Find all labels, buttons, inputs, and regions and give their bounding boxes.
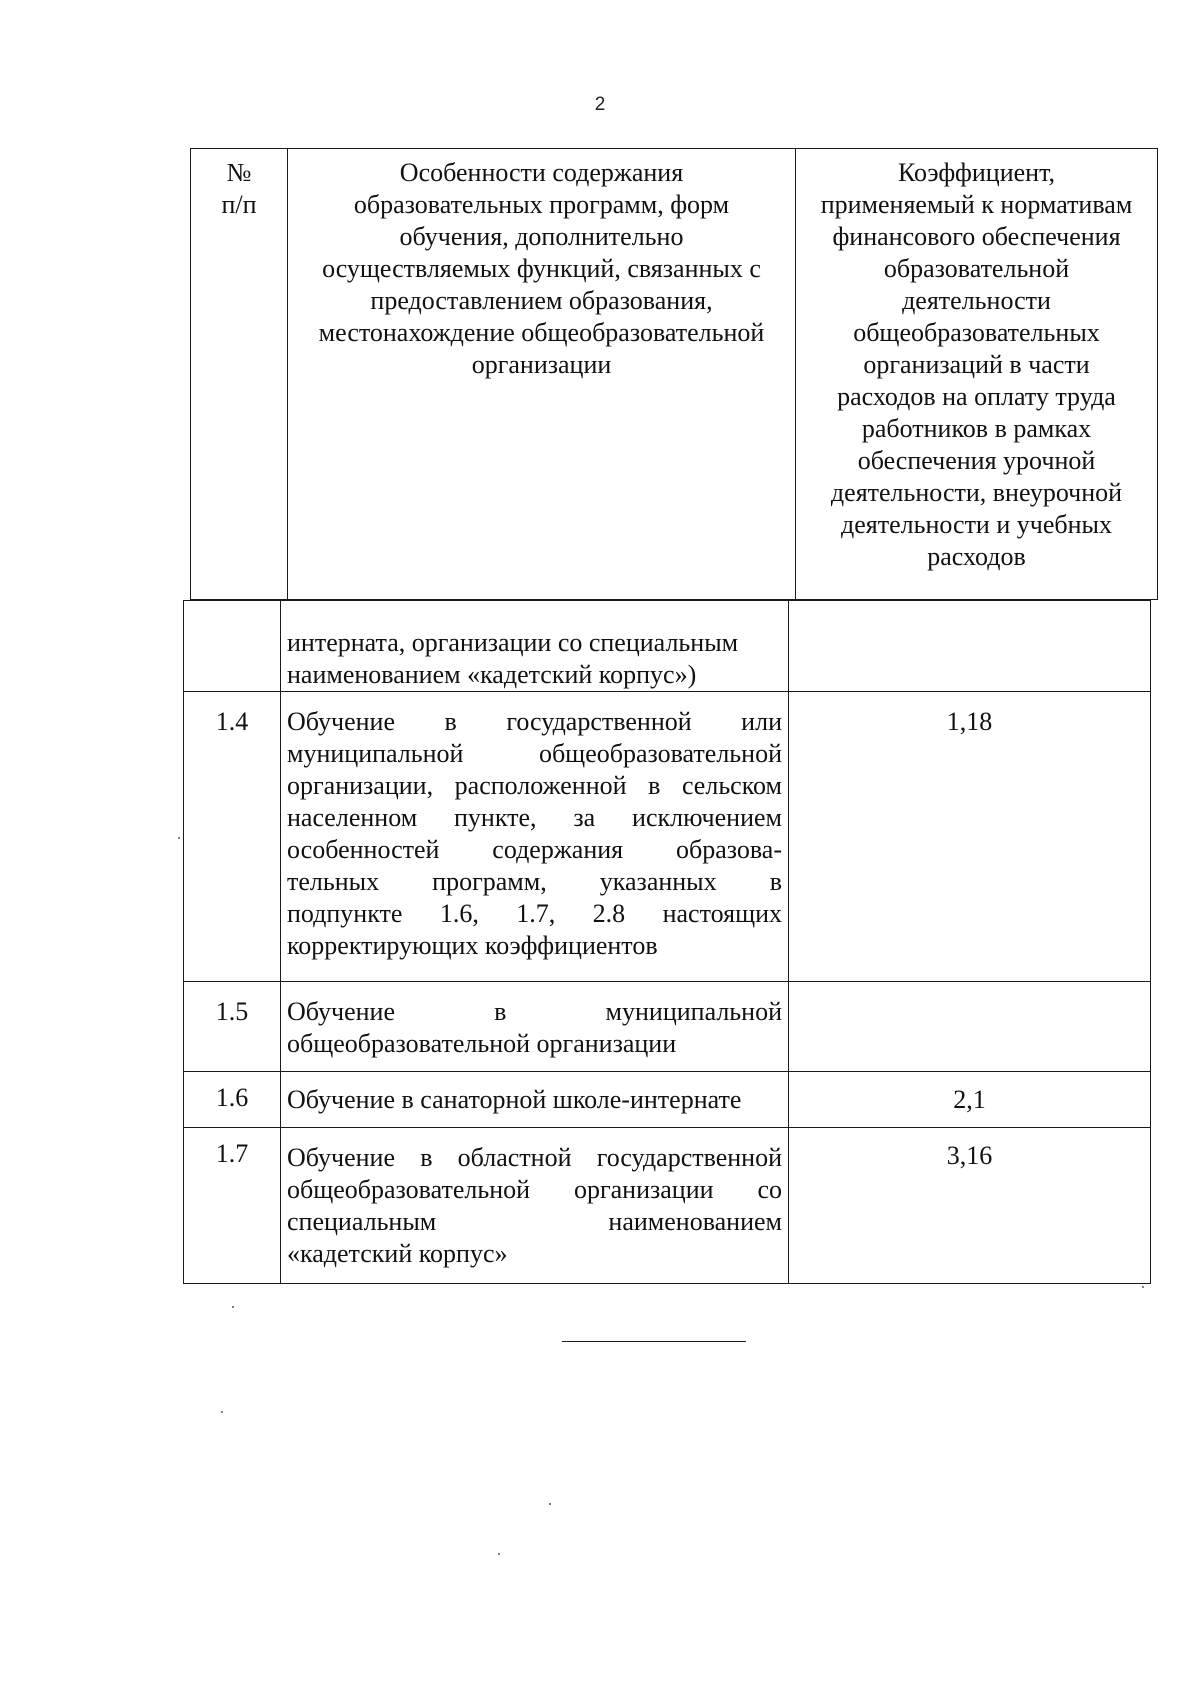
row-description-line: Обучение в санаторной школе-интернате xyxy=(287,1085,742,1114)
row-coefficient xyxy=(789,1128,1151,1284)
row-coefficient-text: 1,18 xyxy=(946,707,993,736)
row-description xyxy=(281,692,789,982)
row-number xyxy=(184,1072,281,1128)
row-number-text: 1.6 xyxy=(215,1083,249,1112)
column-header-coefficient-line: деятельности и учебных xyxy=(841,510,1112,539)
row-description-line: особенностей содержания образова- xyxy=(287,835,782,864)
column-header-description-line: осуществляемых функций, связанных с xyxy=(322,254,761,283)
row-number xyxy=(184,1128,281,1284)
row-coefficient xyxy=(789,982,1151,1072)
row-description xyxy=(281,982,789,1072)
row-number-text: 1.7 xyxy=(215,1139,249,1168)
row-description-line: организации, расположенной в сельском xyxy=(287,771,782,800)
row-description xyxy=(281,601,789,692)
row-coefficient-text: 2,1 xyxy=(953,1085,986,1114)
column-header-description-line: образовательных программ, форм xyxy=(353,190,730,219)
row-number-text: 1.4 xyxy=(215,707,249,736)
column-header-coefficient-line: финансового обеспечения xyxy=(832,222,1121,251)
column-header-coefficient-line: общеобразовательных xyxy=(853,318,1100,347)
row-coefficient xyxy=(789,692,1151,982)
row-description-line: наименованием «кадетский корпус») xyxy=(287,660,697,689)
row-coefficient xyxy=(789,1072,1151,1128)
column-header-number-line: п/п xyxy=(221,190,257,219)
row-description-line: специальным наименованием xyxy=(287,1207,782,1236)
row-description-line: интерната, организации со специальным xyxy=(287,628,739,657)
column-header-coefficient-line: деятельности, внеурочной xyxy=(830,478,1123,507)
column-header-coefficient-line: организаций в части xyxy=(863,350,1090,379)
row-description-line: населенном пункте, за исключением xyxy=(287,803,782,832)
table-row xyxy=(184,1072,1151,1128)
row-description-line: Обучение в муниципальной xyxy=(287,997,782,1026)
row-coefficient xyxy=(789,601,1151,692)
scan-speck xyxy=(1142,1286,1144,1288)
column-header-coefficient-line: образовательной xyxy=(883,254,1070,283)
page-number: 2 xyxy=(594,94,606,115)
scan-speck xyxy=(221,1411,223,1413)
column-header-coefficient-line: применяемый к нормативам xyxy=(820,190,1133,219)
row-description-line: общеобразовательной организации со xyxy=(287,1175,782,1204)
coefficients-table-body xyxy=(183,600,1151,1284)
row-number xyxy=(184,601,281,692)
row-description-line: муниципальной общеобразовательной xyxy=(287,739,782,768)
row-description-line: тельных программ, указанных в xyxy=(287,867,782,896)
table-row xyxy=(184,692,1151,982)
column-header-coefficient-line: расходов xyxy=(927,542,1026,571)
row-coefficient-text: 3,16 xyxy=(946,1141,993,1170)
column-header-coefficient-line: деятельности xyxy=(902,286,1051,315)
scan-speck xyxy=(549,1503,551,1505)
column-header-description xyxy=(288,149,796,600)
row-description xyxy=(281,1072,789,1128)
column-header-description-line: местонахождение общеобразовательной xyxy=(318,318,765,347)
row-description-line: Обучение в государственной или xyxy=(287,707,782,736)
closing-rule xyxy=(562,1341,746,1342)
column-header-coefficient xyxy=(796,149,1158,600)
column-header-description-line: организации xyxy=(471,350,612,379)
column-header-description-line: предоставлением образования, xyxy=(370,286,713,315)
scan-speck xyxy=(178,837,180,839)
column-header-coefficient-line: обеспечения урочной xyxy=(857,446,1096,475)
row-description-line: общеобразовательной организации xyxy=(287,1029,677,1058)
row-description-line: корректирующих коэффициентов xyxy=(287,931,658,960)
column-header-coefficient-line: работников в рамках xyxy=(861,414,1092,443)
scan-speck xyxy=(498,1553,500,1555)
row-number-text: 1.5 xyxy=(215,997,249,1026)
row-description-line: подпункте 1.6, 1.7, 2.8 настоящих xyxy=(287,899,782,928)
scan-speck xyxy=(232,1306,234,1308)
column-header-description-line: Особенности содержания xyxy=(399,158,684,187)
column-header-number xyxy=(191,149,288,600)
row-description xyxy=(281,1128,789,1284)
row-description-line: «кадетский корпус» xyxy=(287,1239,508,1268)
column-header-coefficient-line: расходов на оплату труда xyxy=(837,382,1116,411)
coefficients-table-header xyxy=(190,148,1158,600)
row-number xyxy=(184,692,281,982)
table-row xyxy=(184,601,1151,692)
row-description-line: Обучение в областной государственной xyxy=(287,1143,782,1172)
table-row xyxy=(184,982,1151,1072)
column-header-coefficient-line: Коэффициент, xyxy=(897,158,1055,187)
column-header-number-line: № xyxy=(226,158,252,187)
table-row xyxy=(184,1128,1151,1284)
column-header-description-line: обучения, дополнительно xyxy=(399,222,684,251)
table-header-row xyxy=(191,149,1158,600)
row-number xyxy=(184,982,281,1072)
